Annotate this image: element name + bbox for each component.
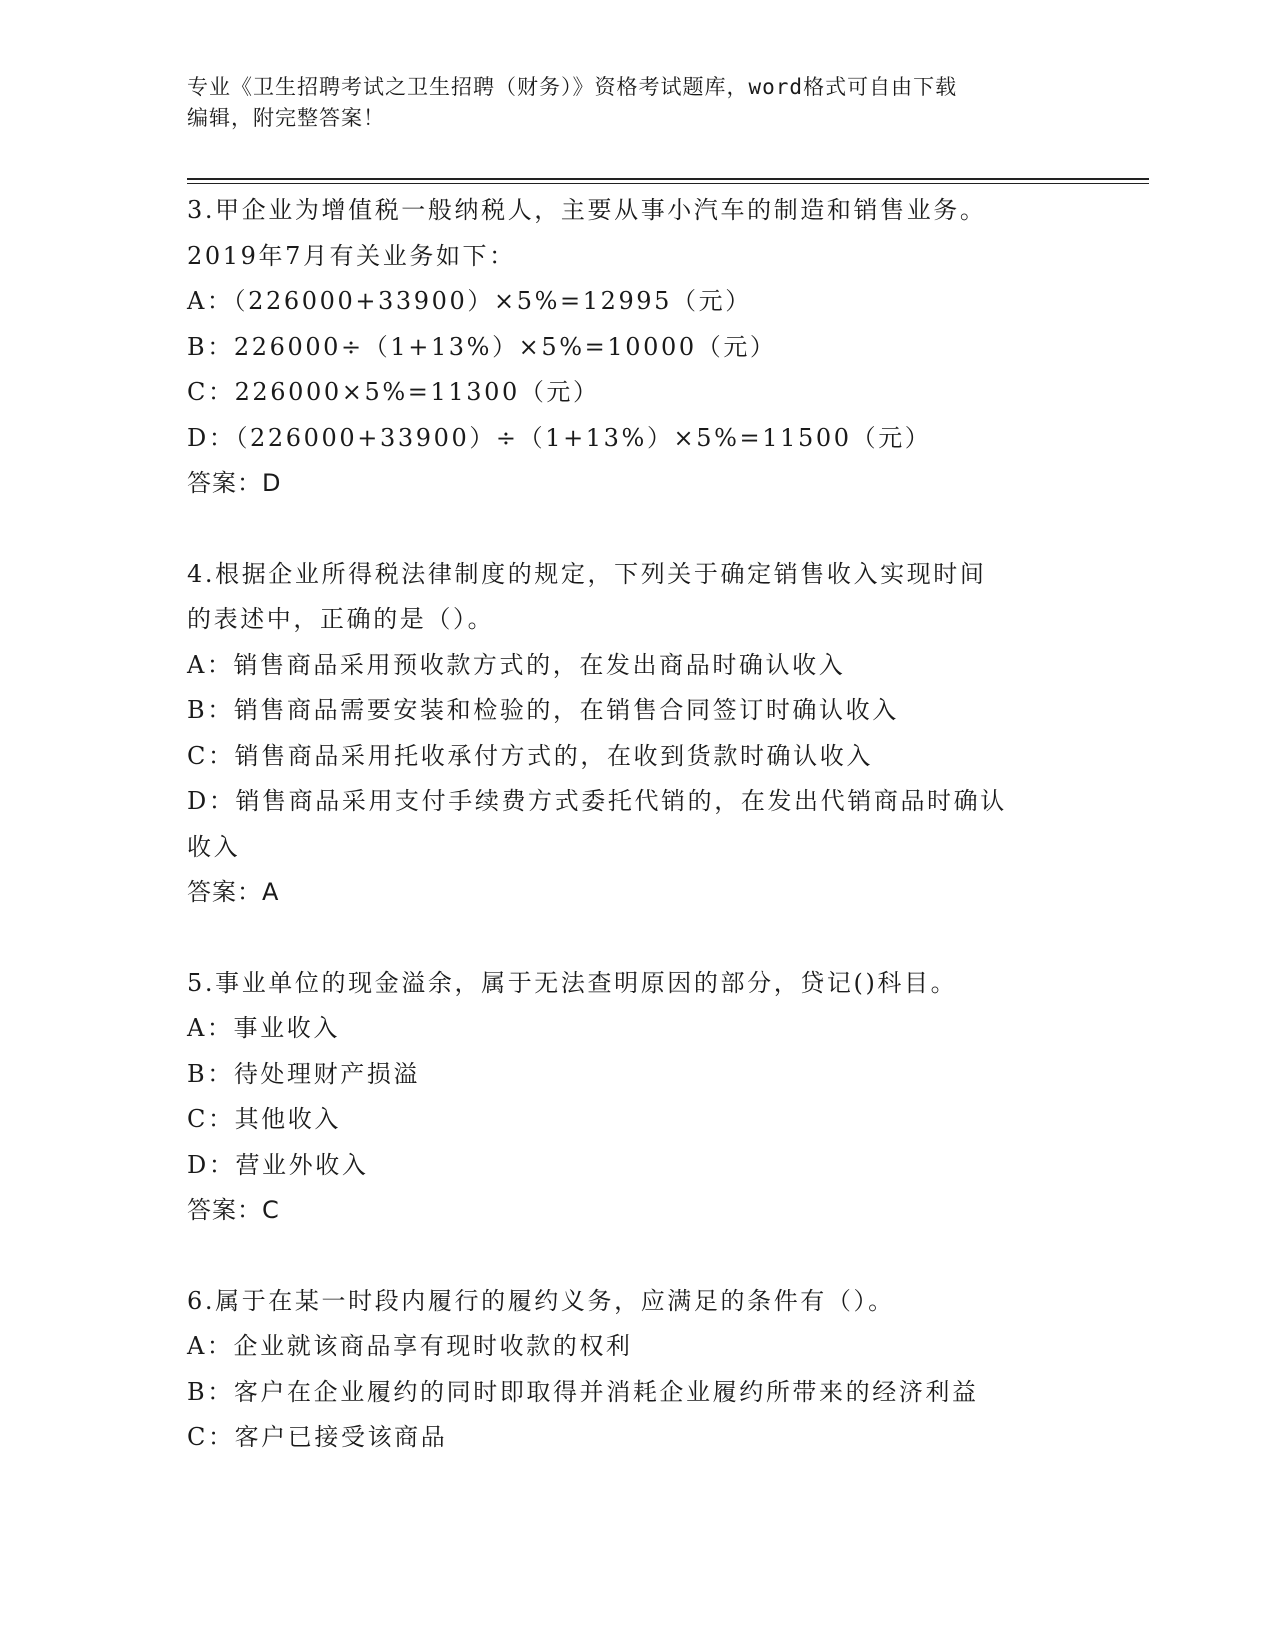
header-divider-thin (187, 183, 1149, 184)
option-line: C：客户已接受该商品 (187, 1423, 448, 1451)
question-block (187, 552, 1107, 961)
option-line: A：（226000+33900）×5%=12995（元） (187, 287, 752, 315)
option-line: D：销售商品采用支付手续费方式委托代销的，在发出代销商品时确认 (187, 787, 1007, 815)
header-line-1: 专业《卫生招聘考试之卫生招聘（财务）》资格考试题库，word格式可自由下载 (187, 75, 958, 99)
question-stem-line: 6.属于在某一时段内履行的履约义务，应满足的条件有（）。 (187, 1286, 895, 1315)
question-stem-line: 4.根据企业所得税法律制度的规定，下列关于确定销售收入实现时间 (187, 559, 987, 588)
question-spacer (187, 1234, 1107, 1279)
header-line-2: 编辑，附完整答案！ (187, 106, 385, 130)
option-line: B：客户在企业履约的同时即取得并消耗企业履约所带来的经济利益 (187, 1377, 979, 1406)
header-divider-thick (187, 178, 1149, 180)
option-line: C：226000×5%=11300（元） (187, 378, 600, 406)
question-stem-line: 5.事业单位的现金溢余，属于无法查明原因的部分，贷记()科目。 (187, 968, 958, 997)
question-stem-line: 2019年7月有关业务如下： (187, 241, 516, 270)
option-line: C：其他收入 (187, 1105, 341, 1133)
answer-line: 答案：D (187, 469, 282, 497)
question-list (187, 188, 1107, 1461)
question-block (187, 188, 1107, 552)
question-spacer (187, 916, 1107, 961)
question-stem-line: 的表述中，正确的是（）。 (187, 605, 495, 633)
option-line: C：销售商品采用托收承付方式的，在收到货款时确认收入 (187, 741, 873, 770)
answer-line: 答案：C (187, 1196, 280, 1224)
answer-line: 答案：A (187, 878, 280, 906)
option-line: B：待处理财产损溢 (187, 1059, 421, 1088)
option-line: B：销售商品需要安装和检验的，在销售合同签订时确认收入 (187, 696, 899, 724)
question-spacer (187, 507, 1107, 552)
option-line: 收入 (187, 832, 241, 861)
option-line: A：销售商品采用预收款方式的，在发出商品时确认收入 (187, 650, 846, 679)
question-stem-line: 3.甲企业为增值税一般纳税人，主要从事小汽车的制造和销售业务。 (187, 196, 987, 224)
document-header (187, 72, 1087, 134)
option-line: D：（226000+33900）÷（1+13%）×5%=11500（元） (187, 423, 932, 452)
question-block (187, 961, 1107, 1279)
question-block (187, 1279, 1107, 1461)
option-line: D：营业外收入 (187, 1150, 369, 1179)
option-line: A：企业就该商品享有现时收款的权利 (187, 1332, 633, 1360)
option-line: B：226000÷（1+13%）×5%=10000（元） (187, 332, 777, 361)
option-line: A：事业收入 (187, 1014, 340, 1042)
